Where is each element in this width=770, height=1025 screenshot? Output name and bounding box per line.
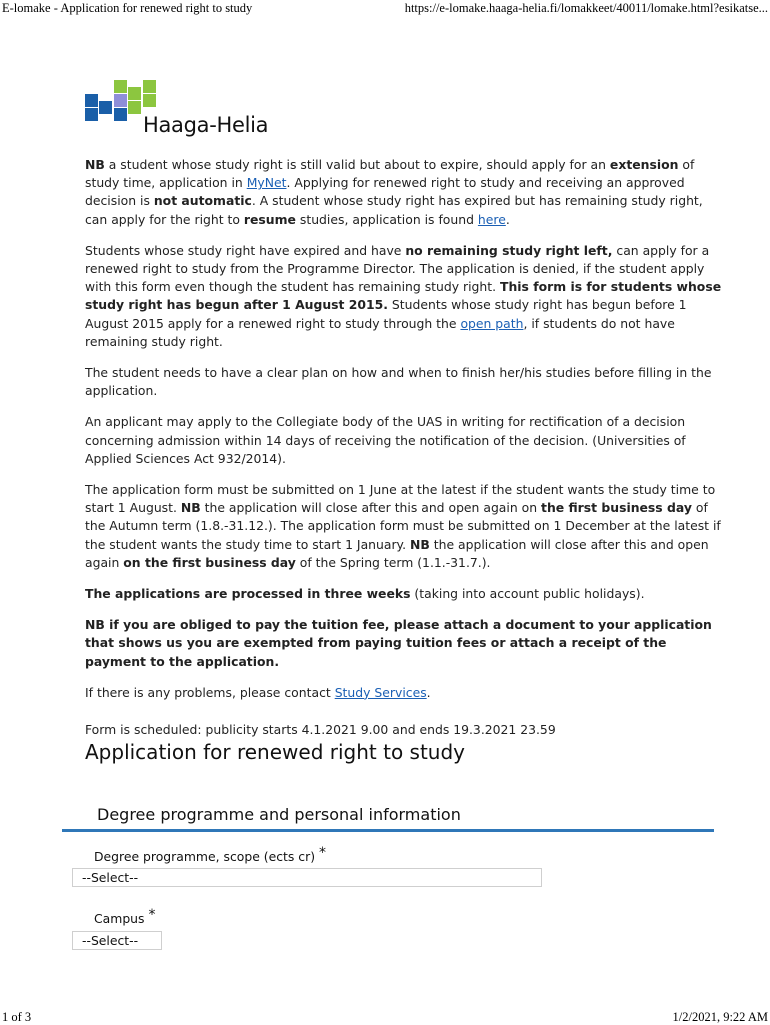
logo-text: Haaga-Helia	[143, 113, 269, 137]
emphasis: The applications are processed in three weeks	[85, 586, 411, 602]
text: If there is any problems, please contact	[85, 684, 335, 700]
schedule-notice: Form is scheduled: publicity starts 4.1.2021 9.00 and ends 19.3.2021 23.59	[85, 722, 556, 737]
text: . A student whose study right has expired but has remaining study right, can apply for the right to	[85, 193, 703, 227]
resume-application-link[interactable]: here	[477, 211, 506, 227]
nb-label: NB	[180, 500, 201, 516]
emphasis: on the first business day	[123, 554, 296, 570]
mynet-link[interactable]: MyNet	[246, 175, 287, 191]
text: studies, application is found	[295, 211, 478, 227]
degree-programme-label	[94, 845, 327, 865]
text: Students whose study right has begun before 1 August 2015 apply for a renewed right to study through the	[85, 297, 687, 331]
text: The application form must be submitted on 1 June at the latest if the student wants the study time to start 1 August.	[85, 482, 716, 516]
print-header	[0, 1, 770, 16]
text: , if students do not have remaining study right.	[85, 315, 675, 349]
section-divider	[62, 829, 714, 832]
intro-paragraph-8	[85, 684, 725, 702]
text: can apply for a renewed right to study from the Programme Director. The application is denied, if the student apply with this form even though the student has remaining study right.	[85, 242, 710, 295]
intro-text	[85, 156, 725, 715]
page-counter: 1 of 3	[2, 1010, 32, 1024]
campus-label-text: Campus	[94, 911, 145, 926]
intro-paragraph-1	[85, 156, 725, 229]
degree-programme-label-text: Degree programme, scope (ects cr)	[94, 849, 316, 864]
emphasis: extension	[609, 157, 679, 172]
emphasis: resume	[243, 211, 296, 227]
text: Students whose study right have expired and have	[85, 242, 406, 258]
text: of the Spring term (1.1.-31.7.).	[295, 554, 491, 570]
print-datetime: 1/2/2021, 9:22 AM	[672, 1010, 768, 1024]
text: of the Autumn term (1.8.-31.12.). The application form must be submitted on 1 December at the latest if the student wants the study time to start 1 January.	[85, 500, 721, 552]
text: the application will close after this and open again on	[200, 500, 542, 516]
section-title: Degree programme and personal information	[97, 805, 461, 824]
text: .	[505, 211, 510, 227]
print-header-url: https://e-lomake.haaga-helia.fi/lomakkeet/40011/lomake.html?esikatse...	[404, 1, 768, 15]
emphasis: This form is for students whose study right has begun after 1 August 2015.	[85, 279, 722, 313]
open-path-link[interactable]: open path	[460, 315, 524, 331]
intro-paragraph-7	[85, 616, 725, 671]
study-services-link[interactable]: Study Services	[334, 684, 427, 700]
campus-label	[94, 907, 156, 927]
haaga-helia-logo	[85, 80, 285, 138]
nb-label: NB	[410, 536, 430, 552]
text: .	[426, 684, 431, 700]
emphasis: the first business day	[541, 500, 692, 516]
text: a student whose study right is still valid but about to expire, should apply for an	[104, 157, 610, 172]
intro-paragraph-4: An applicant may apply to the Collegiate body of the UAS in writing for rectification of a decision concerning admission within 14 days of receiving the notification of the decision. (Universities of Applied Sciences Act 932/2014).	[85, 414, 686, 466]
intro-paragraph-3: The student needs to have a clear plan on how and when to finish her/his studies before filling in the application.	[85, 365, 712, 399]
text: of study time, application in	[85, 157, 695, 191]
print-header-title: E-lomake - Application for renewed right to study	[2, 1, 253, 15]
print-footer	[0, 1010, 770, 1025]
emphasis: no remaining study right left,	[405, 242, 613, 258]
nb-label: NB	[85, 157, 105, 172]
degree-programme-select[interactable]: --Select--	[72, 868, 542, 887]
tuition-fee-notice: NB if you are obliged to pay the tuition fee, please attach a document to your application that shows us you are exempted from paying tuition fees or attach a receipt of the payment to the application.	[85, 617, 712, 669]
text: . Applying for renewed right to study and receiving an approved decision is	[85, 175, 685, 209]
intro-paragraph-2	[85, 242, 725, 351]
emphasis: not automatic	[153, 193, 252, 209]
form-title: Application for renewed right to study	[85, 740, 465, 764]
text: (taking into account public holidays).	[410, 586, 645, 602]
intro-paragraph-6	[85, 585, 725, 603]
required-mark: *	[148, 907, 156, 923]
text: the application will close after this and open again	[85, 536, 709, 570]
campus-select[interactable]: --Select--	[72, 931, 162, 950]
required-mark: *	[319, 845, 327, 861]
intro-paragraph-5	[85, 481, 725, 572]
